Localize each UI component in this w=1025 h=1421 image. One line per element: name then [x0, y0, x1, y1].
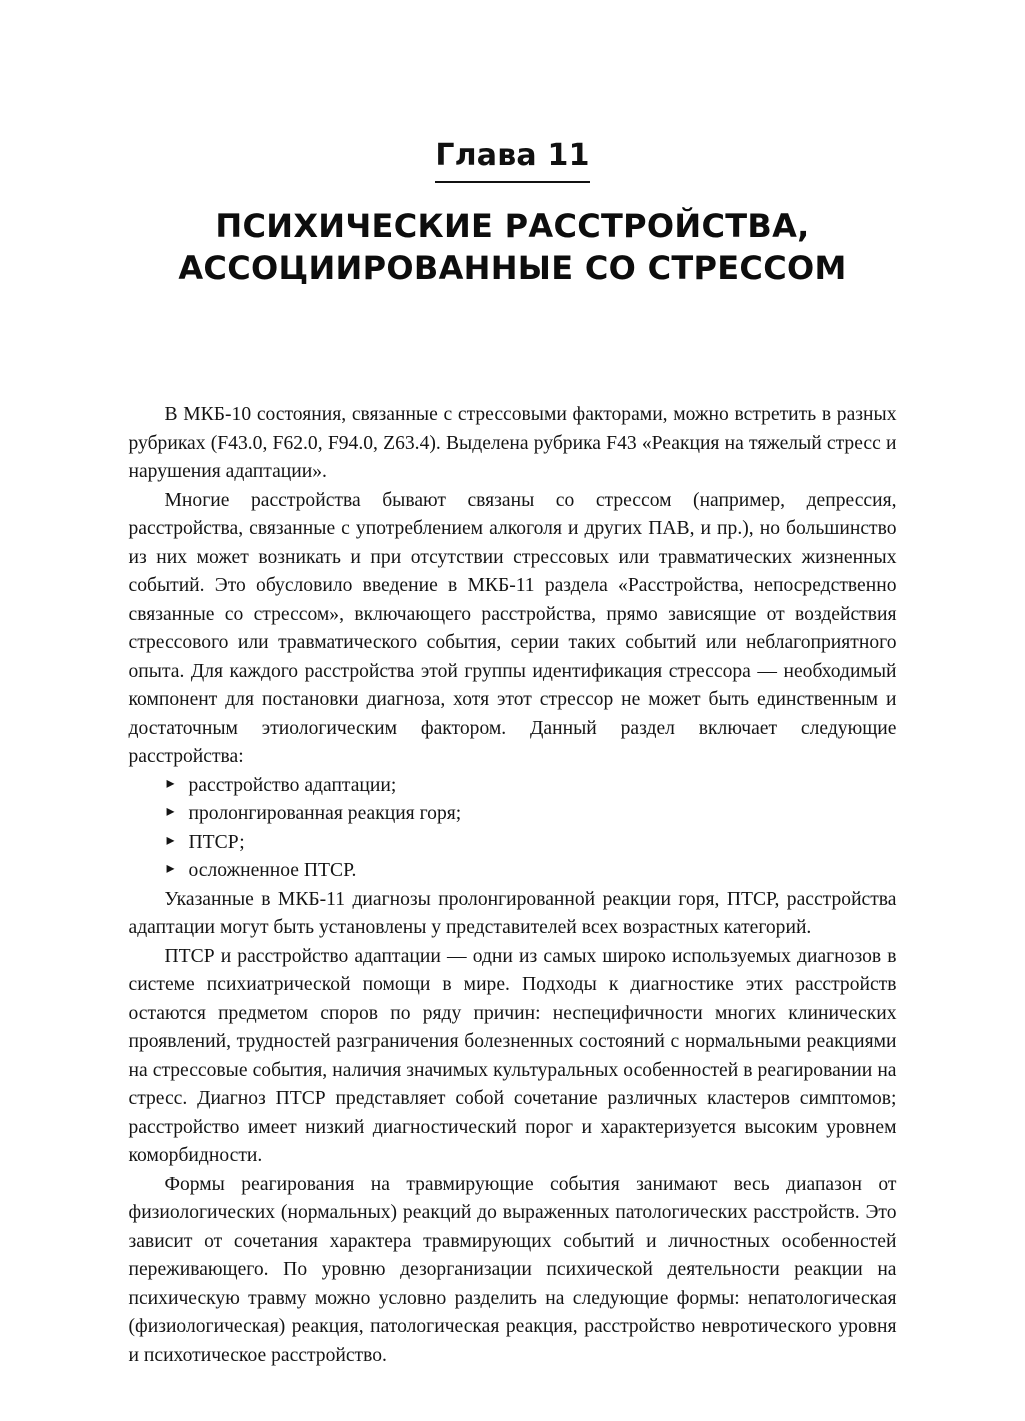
- list-item: ▸ осложненное ПТСР.: [165, 857, 897, 886]
- paragraph: Формы реагирования на травмирующие события занимают весь диапазон от физиологических (нормальных) реакций до выраженных патологических расстройств. Это зависит от сочетания характера травмирующих событий и личностных особенностей переживающего. По уровню дезорганизации психической деятельности реакции на психическую травму можно условно разделить на следующие формы: непатологическая (физиологическая) реакция, патологическая реакция, расстройство невротического уровня и психотическое расстройство.: [128, 1173, 897, 1366]
- chapter-number: Глава 11: [435, 138, 589, 183]
- paragraph: Многие расстройства бывают связаны со стрессом (например, депрессия, расстройства, связанные с употреблением алкоголя и других ПАВ, и пр.), но большинство из них может возникать и при отсутствии стрессовых или травматических жизненных событий. Это обусловило введение в МКБ-11 раздела «Расстройства, непосредственно связанные со стрессом», включающего расстройства, прямо зависящие от воздействия стрессового или травматического события, серии таких событий или неблагоприятного опыта. Для каждого расстройства этой группы идентификация стрессора — необходимый компонент для постановки диагноза, хотя этот стрессор не может быть единственным и достаточным этиологическим фактором. Данный раздел включает следующие расстройства:: [128, 489, 897, 768]
- page-title: [133, 205, 893, 289]
- page-title-line-1: ПСИХИЧЕСКИЕ РАССТРОЙСТВА,: [215, 207, 810, 245]
- paragraph: Указанные в МКБ-11 диагнозы пролонгированной реакции горя, ПТСР, расстройства адаптации могут быть установлены у представителей всех возрастных категорий.: [128, 888, 897, 939]
- paragraph: ПТСР и расстройство адаптации — одни из самых широко используемых диагнозов в системе психиатрической помощи в мире. Подходы к диагностике этих расстройств остаются предметом споров по ряду причин: неспецифичности многих клинических проявлений, трудностей разграничения болезненных состояний с нормальными реакциями на стрессовые события, наличия значимых культуральных особенностей в реагировании на стресс. Диагноз ПТСР представляет собой сочетание различных кластеров симптомов; расстройство имеет низкий диагностический порог и характеризуется высоким уровнем коморбидности.: [128, 945, 897, 1167]
- list-item: ▸ ПТСР;: [165, 829, 897, 858]
- paragraph: В МКБ-10 состояния, связанные с стрессовыми факторами, можно встретить в разных рубриках (F43.0, F62.0, F94.0, Z63.4). Выделена рубрика F43 «Реакция на тяжелый стресс и нарушения адаптации».: [128, 404, 897, 483]
- list-item: ▸ пролонгированная реакция горя;: [165, 800, 897, 829]
- page-title-line-2: АССОЦИИРОВАННЫЕ СО СТРЕССОМ: [178, 249, 847, 288]
- body-text: [129, 289, 897, 1370]
- chapter-heading-block: [0, 138, 1025, 289]
- list-item: ▸ расстройство адаптации;: [165, 772, 897, 801]
- disorder-list: [129, 772, 897, 886]
